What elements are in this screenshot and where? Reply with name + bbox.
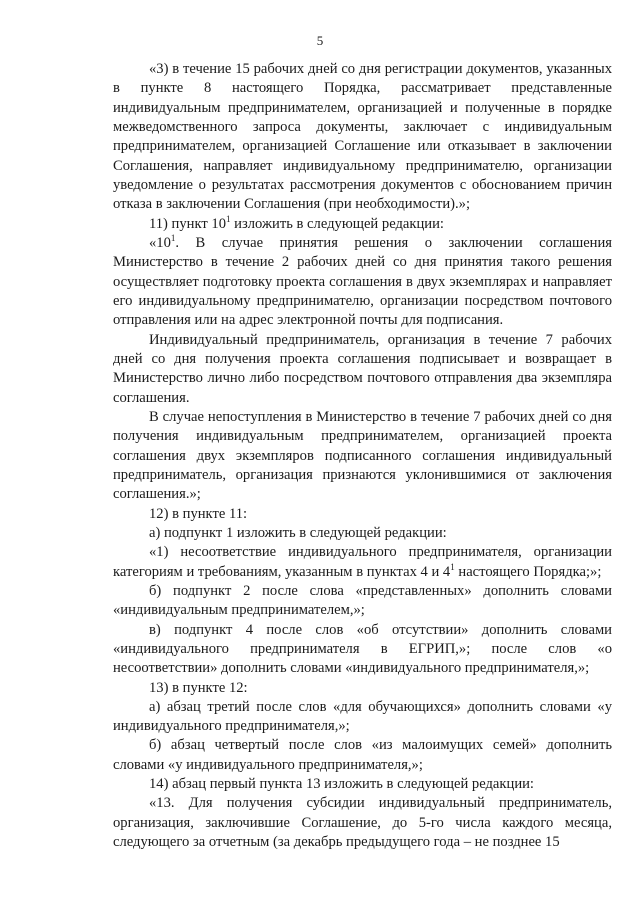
document-body <box>113 60 612 852</box>
paragraph-amend-point-11: 12) в пункте 11: <box>149 505 248 522</box>
paragraph-non-receipt: В случае непоступления в Министерство в течение 7 рабочих дней со дня получения индивидуальным предпринимателем, организацией проекта соглашения двух экземпляров подписанного соглашения индивидуальный предприниматель, организация признаются уклонившимися от заключения соглашения.»; <box>113 408 612 503</box>
paragraph-point-12-a: а) абзац третий после слов «для обучающихся» дополнить словами «у индивидуального предпринимателя,»; <box>113 698 612 735</box>
paragraph-subpoint-1-text: «1) несоответствие индивидуального предпринимателя, организации категориям и требованиям, указанным в пунктах 4 и $4^1$ настоящего Порядка;»; <box>113 544 612 580</box>
paragraph-subpoint-a: а) подпункт 1 изложить в следующей редакции: <box>149 524 447 541</box>
page-number: 5 <box>316 33 324 48</box>
paragraph-amend-point-13: 14) абзац первый пункта 13 изложить в следующей редакции: <box>149 776 534 793</box>
paragraph-point-13-text: «13. Для получения субсидии индивидуальный предприниматель, организация, заключившие Соглашение, до 5-го числа каждого месяца, следующего за отчетным (за декабрь предыдущего года – не позднее 15 <box>113 795 612 851</box>
paragraph-item-3-timeline: «3) в течение 15 рабочих дней со дня регистрации документов, указанных в пункте 8 настоящего Порядка, рассматривает представленные индивидуальным предпринимателем, организацией и полученные в порядке межведомственного запроса документы, заключает с индивидуальным предпринимателем, организацией Соглашение или отказывает в заключении Соглашения, направляет индивидуальному предпринимателю, организации уведомление о результатах рассмотрения документов с обоснованием причин отказа в заключении Соглашения (при необходимости).»; <box>113 61 612 213</box>
paragraph-amend-point-10-1: 11) пункт $10^1$ изложить в следующей редакции: <box>149 213 444 232</box>
paragraph-entrepreneur-signs: Индивидуальный предприниматель, организация в течение 7 рабочих дней со дня получения проекта соглашения подписывает и возвращает в Министерство лично либо посредством почтового отправления два экземпляра соглашения. <box>113 331 612 406</box>
paragraph-amend-point-12: 13) в пункте 12: <box>149 679 248 696</box>
paragraph-point-12-b: б) абзац четвертый после слов «из малоимущих семей» дополнить словами «у индивидуального предпринимателя,»; <box>113 737 612 773</box>
paragraph-subpoint-v: в) подпункт 4 после слов «об отсутствии» дополнить словами «индивидуального предпринимателя в ЕГРИП,»; после слов «о несоответствии» дополнить словами «индивидуального предпринимателя,»; <box>113 621 612 677</box>
paragraph-subpoint-b: б) подпункт 2 после слова «представленных» дополнить словами «индивидуальным предпринимателем,»; <box>113 582 612 619</box>
paragraph-point-10-1-text: «$10^1$. В случае принятия решения о заключении соглашения Министерство в течение 2 рабочих дней со дня принятия такого решения осуществляет подготовку проекта соглашения в двух экземплярах и направляет его индивидуальному предпринимателю, организации посредством почтового отправления или на адрес электронной почты для подписания. <box>113 232 612 329</box>
